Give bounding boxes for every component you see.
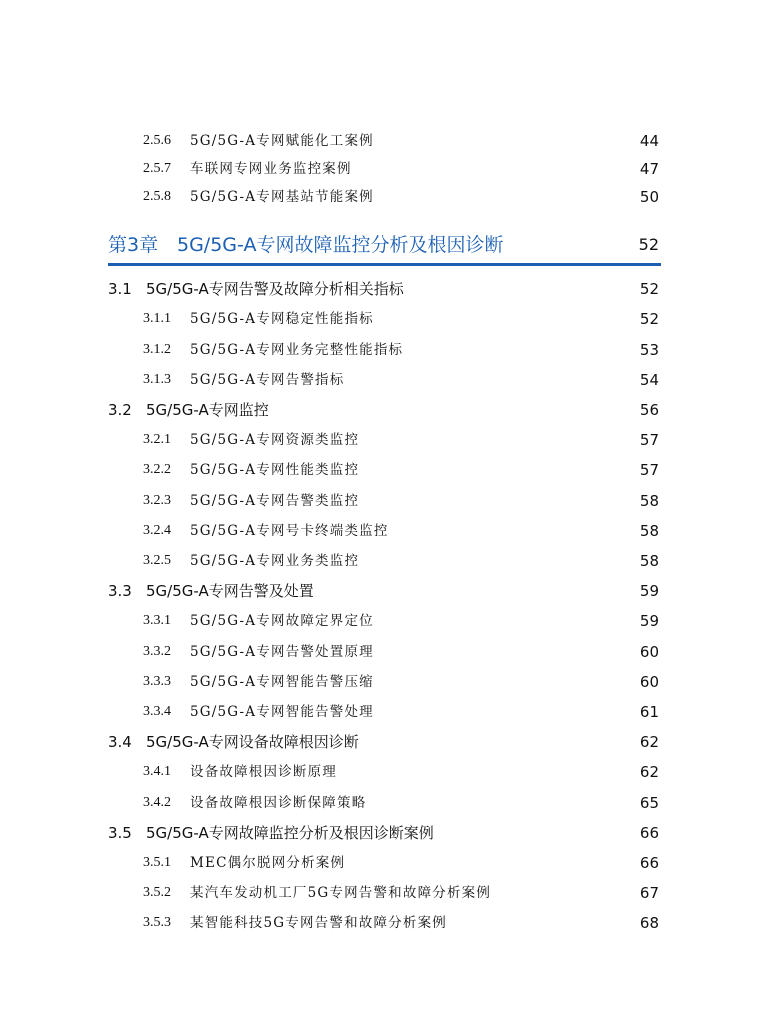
entry-title: 5G/5G-A专网告警处置原理 (190, 644, 374, 660)
section-page: 59 (639, 582, 659, 600)
toc-entry[interactable] (0, 670, 760, 694)
entry-title: 5G/5G-A专网稳定性能指标 (190, 311, 374, 327)
entry-page: 62 (639, 763, 659, 781)
toc-entry[interactable] (0, 881, 760, 905)
toc-entry[interactable] (0, 851, 760, 875)
entry-number: 3.3.4 (143, 704, 171, 719)
toc-section[interactable] (0, 821, 760, 845)
toc-entry[interactable] (0, 519, 760, 543)
toc-entry[interactable] (0, 307, 760, 331)
section-page: 52 (639, 280, 659, 298)
entry-number: 3.2.1 (143, 432, 171, 447)
entry-number: 3.1.3 (143, 372, 171, 387)
entry-page: 68 (639, 914, 659, 932)
toc-entry[interactable] (0, 157, 760, 181)
entry-title: 5G/5G-A专网赋能化工案例 (190, 133, 374, 149)
entry-number: 3.4.2 (143, 795, 171, 810)
entry-page: 47 (639, 160, 659, 178)
entry-page: 52 (639, 310, 659, 328)
entry-page: 60 (639, 643, 659, 661)
toc-entry[interactable] (0, 458, 760, 482)
entry-page: 57 (639, 431, 659, 449)
toc-section[interactable] (0, 398, 760, 422)
chapter-heading[interactable] (0, 230, 760, 270)
chapter-number: 第3章 (108, 234, 159, 256)
entry-page: 54 (639, 371, 659, 389)
toc-entry[interactable] (0, 549, 760, 573)
section-title: 5G/5G-A专网故障监控分析及根因诊断案例 (146, 824, 434, 842)
entry-title: 某汽车发动机工厂5G专网告警和故障分析案例 (190, 885, 492, 901)
entry-title: 5G/5G-A专网智能告警压缩 (190, 674, 374, 690)
toc-entry[interactable] (0, 791, 760, 815)
entry-number: 3.2.5 (143, 553, 171, 568)
entry-title: 5G/5G-A专网号卡终端类监控 (190, 523, 389, 539)
toc-entry[interactable] (0, 129, 760, 153)
entry-title: 某智能科技5G专网告警和故障分析案例 (190, 915, 447, 931)
section-page: 62 (639, 733, 659, 751)
section-page: 56 (639, 401, 659, 419)
section-title: 5G/5G-A专网设备故障根因诊断 (146, 733, 359, 751)
entry-page: 65 (639, 794, 659, 812)
entry-number: 3.4.1 (143, 764, 171, 779)
toc-entry[interactable] (0, 640, 760, 664)
section-title: 5G/5G-A专网告警及故障分析相关指标 (146, 280, 404, 298)
toc-entry[interactable] (0, 428, 760, 452)
toc-section[interactable] (0, 730, 760, 754)
section-number: 3.2 (108, 401, 132, 419)
section-number: 3.3 (108, 582, 132, 600)
entry-number: 3.5.3 (143, 915, 171, 930)
entry-page: 50 (639, 188, 659, 206)
entry-title: 5G/5G-A专网基站节能案例 (190, 189, 374, 205)
toc-entry[interactable] (0, 911, 760, 935)
section-number: 3.5 (108, 824, 132, 842)
entry-number: 3.2.2 (143, 462, 171, 477)
chapter-title: 5G/5G-A专网故障监控分析及根因诊断 (177, 234, 504, 256)
entry-title: 5G/5G-A专网业务完整性能指标 (190, 342, 404, 358)
entry-title: 车联网专网业务监控案例 (190, 161, 352, 177)
section-title: 5G/5G-A专网监控 (146, 401, 269, 419)
entry-title: 5G/5G-A专网资源类监控 (190, 432, 360, 448)
entry-title: 设备故障根因诊断保障策略 (190, 795, 367, 811)
section-page: 66 (639, 824, 659, 842)
entry-number: 3.3.3 (143, 674, 171, 689)
entry-number: 3.3.2 (143, 644, 171, 659)
entry-page: 58 (639, 522, 659, 540)
entry-title: 5G/5G-A专网故障定界定位 (190, 613, 374, 629)
section-number: 3.1 (108, 280, 132, 298)
chapter-page: 52 (638, 235, 659, 254)
entry-title: 5G/5G-A专网性能类监控 (190, 462, 360, 478)
entry-number: 3.2.3 (143, 493, 171, 508)
entry-page: 53 (639, 341, 659, 359)
toc-section[interactable] (0, 579, 760, 603)
entry-number: 3.5.1 (143, 855, 171, 870)
entry-page: 60 (639, 673, 659, 691)
section-title: 5G/5G-A专网告警及处置 (146, 582, 314, 600)
toc-entry[interactable] (0, 609, 760, 633)
entry-title: 5G/5G-A专网智能告警处理 (190, 704, 374, 720)
entry-page: 58 (639, 552, 659, 570)
entry-page: 57 (639, 461, 659, 479)
toc-entry[interactable] (0, 489, 760, 513)
section-number: 3.4 (108, 733, 132, 751)
chapter-divider (108, 263, 661, 266)
entry-number: 3.2.4 (143, 523, 171, 538)
entry-number: 3.5.2 (143, 885, 171, 900)
entry-page: 59 (639, 612, 659, 630)
entry-title: 5G/5G-A专网业务类监控 (190, 553, 360, 569)
toc-entry[interactable] (0, 338, 760, 362)
entry-number: 2.5.8 (143, 189, 171, 204)
toc-section[interactable] (0, 277, 760, 301)
entry-number: 2.5.7 (143, 161, 171, 176)
entry-number: 3.1.1 (143, 311, 171, 326)
entry-page: 61 (639, 703, 659, 721)
toc-entry[interactable] (0, 700, 760, 724)
entry-title: 5G/5G-A专网告警指标 (190, 372, 345, 388)
entry-page: 44 (639, 132, 659, 150)
toc-entry[interactable] (0, 185, 760, 209)
entry-title: MEC偶尔脱网分析案例 (190, 855, 346, 871)
entry-number: 2.5.6 (143, 133, 171, 148)
entry-title: 5G/5G-A专网告警类监控 (190, 493, 360, 509)
toc-entry[interactable] (0, 760, 760, 784)
entry-page: 66 (639, 854, 659, 872)
toc-entry[interactable] (0, 368, 760, 392)
entry-number: 3.1.2 (143, 342, 171, 357)
entry-page: 58 (639, 492, 659, 510)
entry-title: 设备故障根因诊断原理 (190, 764, 337, 780)
entry-number: 3.3.1 (143, 613, 171, 628)
entry-page: 67 (639, 884, 659, 902)
